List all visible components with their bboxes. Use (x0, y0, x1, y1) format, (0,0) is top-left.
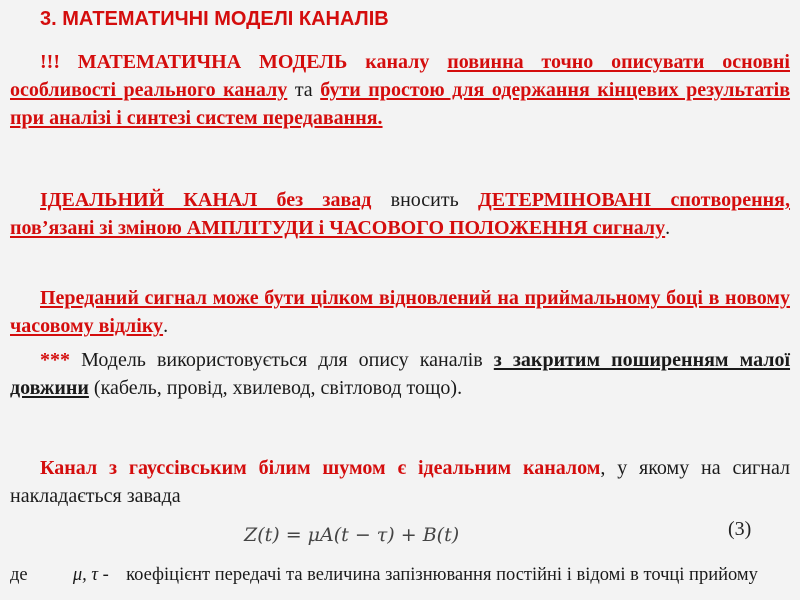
examples-text: (кабель, провід, хвилевод, світловод тощо). (93, 377, 463, 399)
paragraph-gaussian-channel (10, 454, 790, 510)
equation: Z(t) = μA(t − τ) + B(t) (244, 524, 460, 546)
usage-text: Модель використовується для опису каналів (81, 349, 483, 371)
closed-propagation-text: з закритим поширенням малої довжини (10, 349, 791, 399)
stars-marker: *** (40, 349, 70, 371)
equation-legend (10, 562, 790, 588)
conjunction: та (294, 79, 313, 101)
equation-number: (3) (728, 518, 752, 540)
symbols: μ, τ - (72, 565, 109, 585)
paragraph-model-usage (10, 346, 790, 402)
requirement-simplicity: бути простою для одержання кінцевих результатів при аналізі і синтезі систем передавання. (10, 79, 791, 129)
ideal-channel-verb: вносить (390, 189, 459, 211)
signal-recovery-text: Переданий сигнал може бути цілком відновлений на приймальному боці в новому часовому відліку (10, 287, 790, 337)
model-label: !!! МАТЕМАТИЧНА МОДЕЛЬ (40, 51, 348, 73)
gaussian-channel-term: Канал з гауссівським білим шумом є ідеальним каналом (40, 457, 601, 479)
deterministic-distortions: ДЕТЕРМІНОВАНІ спотворення, пов’язані зі зміною АМПЛІТУДИ і ЧАСОВОГО ПОЛОЖЕННЯ сигналу (10, 189, 791, 239)
period: . (665, 217, 671, 239)
paragraph-signal-recovery (10, 284, 790, 340)
page-title: 3. МАТЕМАТИЧНІ МОДЕЛІ КАНАЛІВ (40, 8, 389, 30)
period: . (163, 315, 169, 337)
paragraph-ideal-channel (10, 186, 790, 242)
paragraph-model-requirements (10, 48, 790, 132)
requirement-accuracy: повинна точно описувати основні особливості реального каналу (10, 51, 790, 101)
channel-word: каналу (365, 51, 430, 73)
ideal-channel-term: ІДЕАЛЬНИЙ КАНАЛ без завад (40, 189, 372, 211)
gaussian-channel-text: , у якому на сигнал накладається завада (10, 457, 790, 507)
where-word: де (10, 565, 28, 585)
legend-text: коефіцієнт передачі та величина запізнювання постійні і відомі в точці прийому (126, 565, 758, 585)
